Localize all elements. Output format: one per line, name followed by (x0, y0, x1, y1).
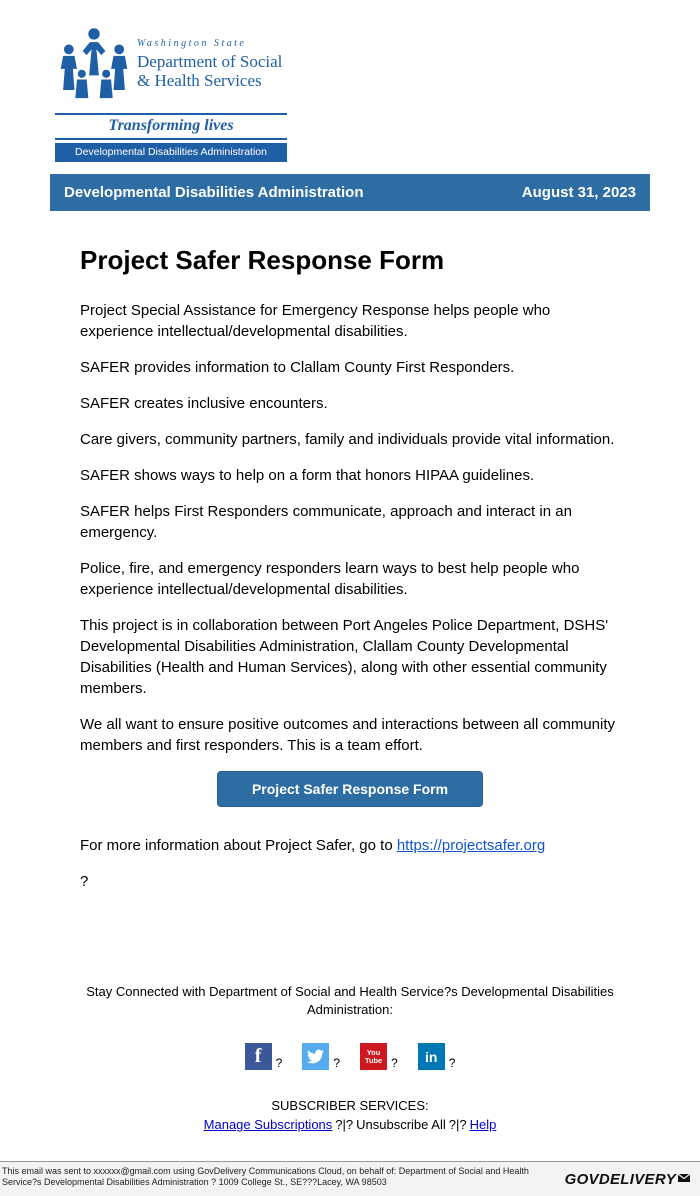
body-paragraph: SAFER provides information to Clallam County First Responders. (80, 359, 515, 376)
youtube-icon-text-top: You (366, 1047, 381, 1057)
unsubscribe-all-link[interactable]: Unsubscribe All (356, 1117, 446, 1132)
header-date: August 31, 2023 (521, 184, 636, 201)
newsletter-header-bar (50, 174, 650, 211)
logo-admin-bar: Developmental Disabilities Administration (55, 143, 287, 162)
envelope-icon (678, 1169, 690, 1186)
body-paragraph: Care givers, community partners, family and individuals provide vital information. (80, 431, 615, 448)
email-disclaimer-text: This email was sent to xxxxxx@gmail.com using GovDelivery Communications Cloud, on behalf of: Department of Social and Health Service?s Developmental Disabilities Administration ? 1009 College St., SE???Lacey, WA 98503 (2, 1166, 529, 1187)
stay-connected-text: Stay Connected with Department of Social and Health Service?s Developmental Disabilities Administration: (86, 984, 614, 1017)
logo-tagline: Transforming lives (108, 117, 234, 134)
projectsafer-link[interactable]: https://projectsafer.org (396, 837, 546, 854)
social-suffix: ? (448, 1056, 456, 1070)
help-link[interactable]: Help (469, 1117, 497, 1132)
govdelivery-bottom-bar (0, 1161, 700, 1196)
linkedin-icon[interactable]: in (418, 1043, 445, 1070)
body-paragraph: Project Special Assistance for Emergency Response helps people who experience intellectual/developmental disabilities. (80, 302, 551, 340)
subscriber-links-row (0, 1117, 700, 1132)
logo-dept-line2: & Health Services (137, 71, 262, 91)
link-separator: ?|? (335, 1117, 354, 1132)
subscriber-services-heading: SUBSCRIBER SERVICES: (271, 1098, 429, 1113)
govdelivery-logo-text: GOVDELIVERY (564, 1171, 676, 1188)
social-item-youtube (360, 1043, 398, 1070)
logo-dept-line1: Department of Social (137, 52, 283, 71)
social-icons-row (0, 1043, 700, 1070)
logo-state-name: Washington State (137, 38, 247, 49)
body-paragraph: SAFER creates inclusive encounters. (80, 395, 328, 412)
social-item-linkedin (418, 1043, 456, 1070)
more-info-line (80, 835, 620, 856)
dshs-logo-block (0, 0, 287, 162)
body-paragraph: SAFER helps First Responders communicate, approach and interact in an emergency. (80, 503, 572, 541)
manage-subscriptions-link[interactable]: Manage Subscriptions (203, 1117, 333, 1132)
body-paragraph: Police, fire, and emergency responders learn ways to best help people who experience intellectual/developmental disabilities. (80, 560, 580, 598)
link-separator: ?|? (448, 1117, 467, 1132)
body-paragraph: SAFER shows ways to help on a form that honors HIPAA guidelines. (80, 467, 535, 484)
facebook-icon[interactable]: f (245, 1043, 272, 1070)
govdelivery-logo (565, 1166, 694, 1188)
email-footer (0, 983, 700, 1132)
social-suffix: ? (391, 1056, 398, 1070)
more-info-text: For more information about Project Safer, go to (80, 837, 397, 854)
dshs-logo-text (137, 26, 282, 90)
social-suffix: ? (275, 1056, 283, 1070)
trailing-character: ? (80, 873, 89, 890)
body-paragraph: This project is in collaboration between Port Angeles Police Department, DSHS' Developmental Disabilities Administration, Clallam County Developmental Disabilities (Health and Human Services), along with other essential community members. (80, 617, 609, 697)
youtube-icon[interactable] (360, 1043, 387, 1070)
project-safer-form-button[interactable]: Project Safer Response Form (217, 771, 483, 807)
article-body (50, 211, 650, 947)
twitter-icon[interactable] (302, 1043, 329, 1070)
social-item-twitter (302, 1043, 340, 1070)
page-title: Project Safer Response Form (80, 245, 445, 275)
body-paragraph: We all want to ensure positive outcomes and interactions between all community members and first responders. This is a team effort. (80, 716, 615, 754)
header-title: Developmental Disabilities Administration (64, 184, 364, 201)
cta-button-row (80, 771, 620, 807)
youtube-icon-text-bottom: Tube (364, 1055, 383, 1065)
social-suffix: ? (333, 1056, 340, 1070)
social-item-facebook (245, 1043, 283, 1070)
dshs-people-logo-icon (55, 26, 133, 107)
tagline-bottom-rule (55, 138, 287, 140)
